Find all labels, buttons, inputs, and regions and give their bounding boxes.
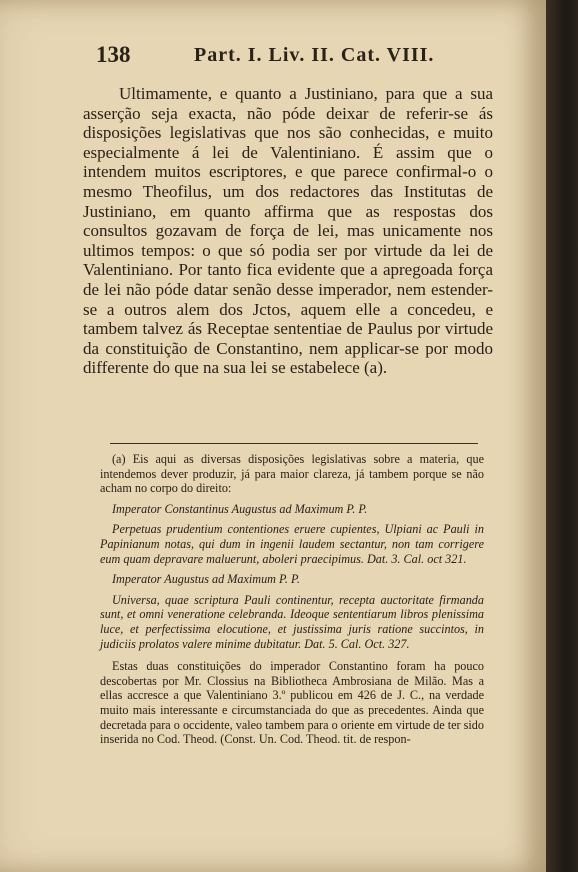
constitution-text-2: Universa, quae scriptura Pauli continentur, recepta auctoritate firmanda sunt, et omni veneratione celebranda. Ideoque sententiarum libros plenissima luce, et perfectissima elocutione, et justissima juris ratione succintos, in judiciis prolatos valere minime dubitatur. Dat. 5. Cal. Oct. 327.	[100, 592, 484, 651]
page-header	[96, 42, 516, 76]
constitution-address-1: Imperator Constantinus Augustus ad Maximum P. P.	[112, 501, 368, 516]
constitution-address-2: Imperator Augustus ad Maximum P. P.	[112, 572, 300, 587]
footnote-intro: (a) Eis aqui as diversas disposições legislativas sobre a materia, que intendemos dever produzir, já para maior clareza, já tambem porque se não acham no corpo do direito:	[100, 452, 484, 496]
footnote	[100, 452, 484, 750]
main-paragraph: Ultimamente, e quanto a Justiniano, para que a sua asserção seja exacta, não póde deixar de referir-se ás disposições legislativas que nos são conhecidas, e muito especialmente á lei de Valentiniano. É assim que o intendem muitos escriptores, e que parece confirmal-o o mesmo Theofilus, um dos redactores das Institutas de Justiniano, em quanto affirma que as respostas dos consultos gozavam de força de lei, mas unicamente nos ultimos tempos: o que só podia ser por virtude da lei de Valentiniano. Por tanto fica evidente que a apregoada força de lei não póde datar senão desse imperador, nem estender-se a outros alem dos Jctos, aquem elle a concedeu, e tambem talvez ás Receptae sententiae de Paulus por virtude da constituição de Constantino, nem applicar-se por modo differente do que na sua lei se estabelece (a).	[83, 84, 493, 378]
page-number: 138	[96, 42, 131, 67]
running-head: Part. I. Liv. II. Cat. VIII.	[194, 44, 435, 66]
footnote-divider	[110, 443, 478, 444]
constitution-text-1: Perpetuas prudentium contentiones eruere cupientes, Ulpiani ac Pauli in Papinianum notas, qui dum in ingenii laudem sectantur, non tam corrigere eum quam depravare maluerunt, aboleri praecipimus. Dat. 3. Cal. oct 321.	[100, 522, 484, 566]
footnote-commentary: Estas duas constituições do imperador Constantino foram ha pouco descobertas por Mr. Clossius na Bibliotheca Ambrosiana de Milão. Mas a ellas accresce a que Valentiniano 3.º publicou em 426 de J. C., na verdade muito mais interessante e circumstanciada do que as precedentes. Ainda que decretada para o occidente, valeo tambem para o oriente em virtude de ter sido inserida no Cod. Theod. (Const. Un. Cod. Theod. tit. de respon-	[100, 659, 484, 747]
book-spine	[546, 0, 578, 872]
